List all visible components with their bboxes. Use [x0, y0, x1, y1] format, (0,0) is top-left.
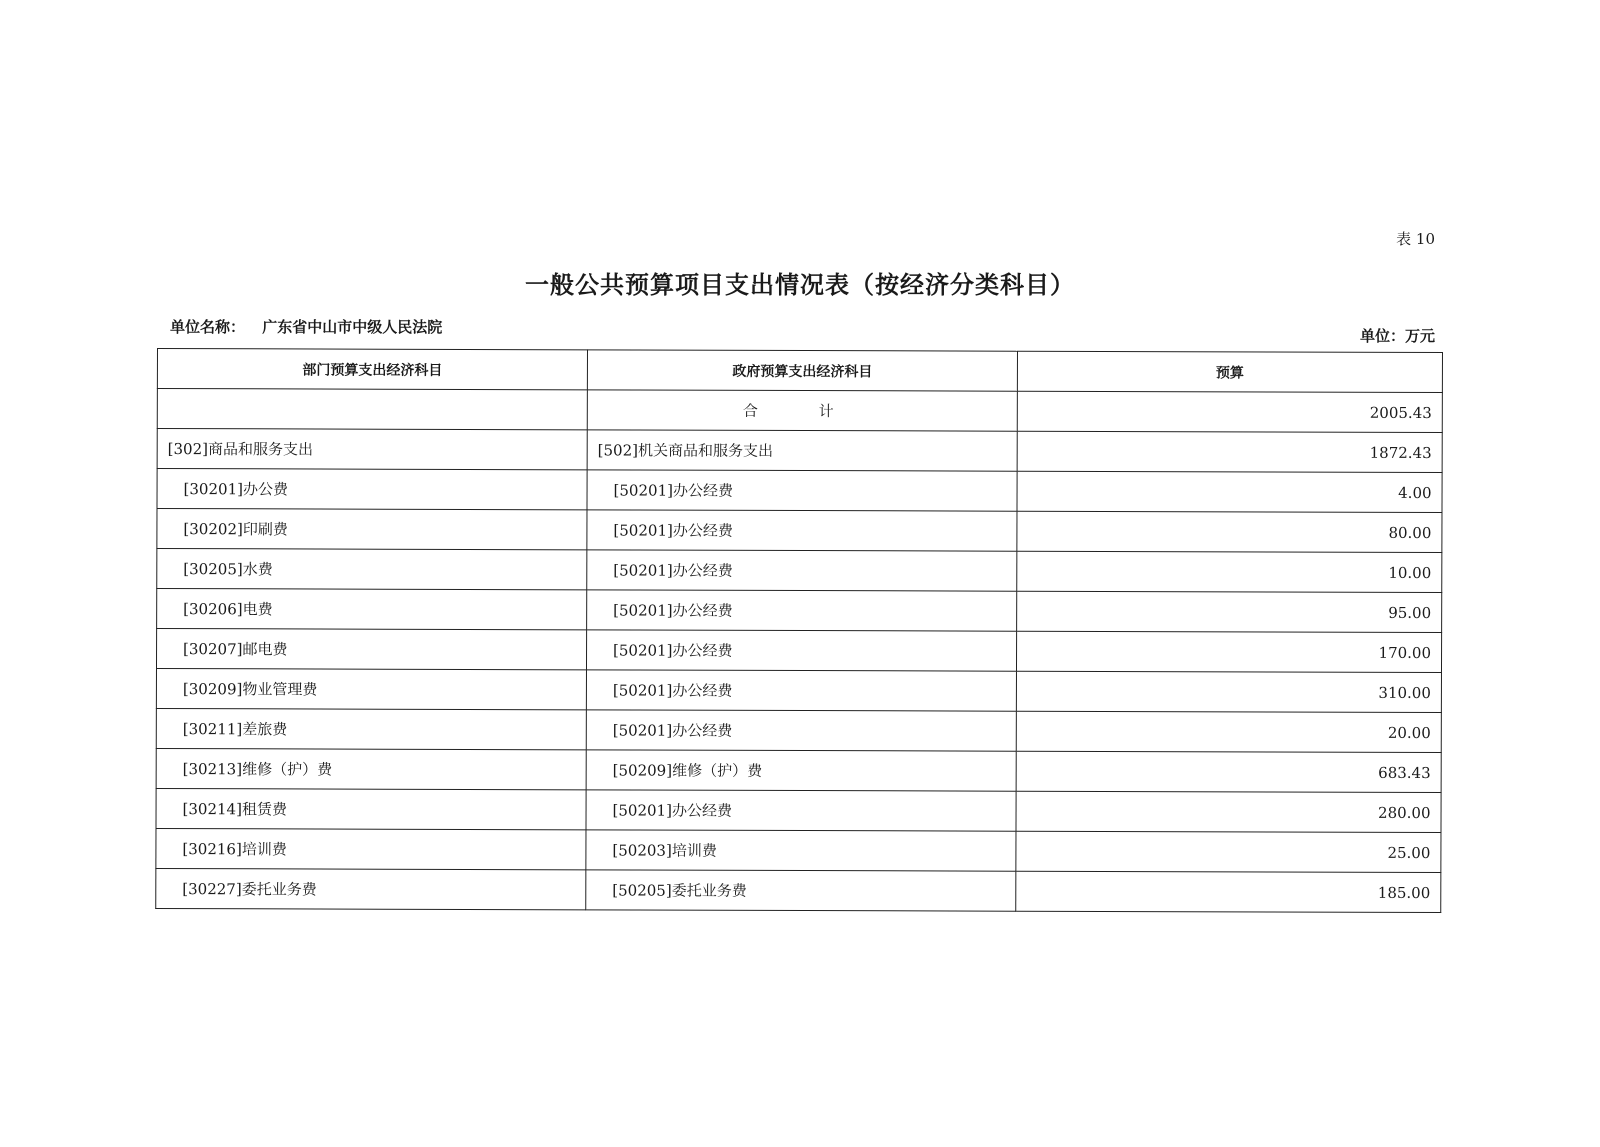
unit-name-row [170, 316, 442, 337]
total-label: 合 计 [587, 390, 1017, 431]
amount-cell: 683.43 [1016, 751, 1441, 792]
header-row [157, 349, 1442, 393]
dept-cell: [302]商品和服务支出 [157, 429, 587, 470]
amount-cell: 170.00 [1016, 631, 1441, 672]
table-row [157, 509, 1442, 553]
budget-table [155, 348, 1443, 913]
total-amount: 2005.43 [1017, 391, 1442, 432]
gov-cell: [50201]办公经费 [586, 790, 1016, 831]
dept-cell: [30214]租赁费 [156, 788, 586, 829]
amount-cell: 1872.43 [1017, 431, 1442, 472]
gov-cell: [50201]办公经费 [587, 510, 1017, 551]
amount-cell: 80.00 [1017, 511, 1442, 552]
header-dept: 部门预算支出经济科目 [157, 349, 587, 390]
unit-name-label: 单位名称： [170, 318, 246, 336]
gov-cell: [50201]办公经费 [586, 630, 1016, 671]
gov-cell: [50201]办公经费 [586, 710, 1016, 751]
unit-name-value: 广东省中山市中级人民法院 [262, 318, 443, 336]
table-row [156, 669, 1441, 713]
table-row [156, 788, 1441, 832]
table-row [157, 469, 1442, 513]
gov-cell: [50201]办公经费 [586, 670, 1016, 711]
table-row [156, 748, 1441, 792]
table-row [156, 828, 1441, 872]
table-row [156, 708, 1441, 752]
gov-cell: [50201]办公经费 [587, 470, 1017, 511]
dept-cell: [30206]电费 [157, 589, 587, 630]
dept-cell: [30209]物业管理费 [156, 669, 586, 710]
gov-cell: [50201]办公经费 [587, 550, 1017, 591]
gov-cell: [50201]办公经费 [587, 590, 1017, 631]
table-row [157, 549, 1442, 593]
amount-cell: 185.00 [1016, 871, 1441, 912]
amount-cell: 95.00 [1017, 591, 1442, 632]
table-number: 表 10 [1396, 230, 1435, 248]
dept-cell: [30205]水费 [157, 549, 587, 590]
gov-cell: [50209]维修（护）费 [586, 750, 1016, 791]
amount-cell: 10.00 [1017, 551, 1442, 592]
dept-cell: [30227]委托业务费 [156, 868, 586, 909]
table-row [157, 429, 1442, 473]
total-row [157, 389, 1442, 433]
amount-cell: 4.00 [1017, 471, 1442, 512]
dept-cell: [30201]办公费 [157, 469, 587, 510]
amount-cell: 280.00 [1016, 791, 1441, 832]
amount-cell: 25.00 [1016, 831, 1441, 872]
page-title: 一般公共预算项目支出情况表（按经济分类科目） [525, 271, 1075, 299]
gov-cell: [50203]培训费 [586, 830, 1016, 871]
amount-cell: 310.00 [1016, 671, 1441, 712]
table-row [157, 589, 1442, 633]
dept-cell: [30211]差旅费 [156, 708, 586, 749]
dept-cell: [30202]印刷费 [157, 509, 587, 550]
unit-measure: 单位：万元 [1359, 327, 1435, 345]
dept-cell: [30207]邮电费 [156, 629, 586, 670]
total-empty-cell [157, 389, 587, 430]
table-row [156, 868, 1441, 912]
amount-cell: 20.00 [1016, 711, 1441, 752]
table-row [156, 629, 1441, 673]
header-amount: 预算 [1017, 351, 1442, 392]
dept-cell: [30213]维修（护）费 [156, 748, 586, 789]
gov-cell: [50205]委托业务费 [586, 870, 1016, 911]
dept-cell: [30216]培训费 [156, 828, 586, 869]
gov-cell: [502]机关商品和服务支出 [587, 430, 1017, 471]
header-gov: 政府预算支出经济科目 [587, 350, 1017, 391]
